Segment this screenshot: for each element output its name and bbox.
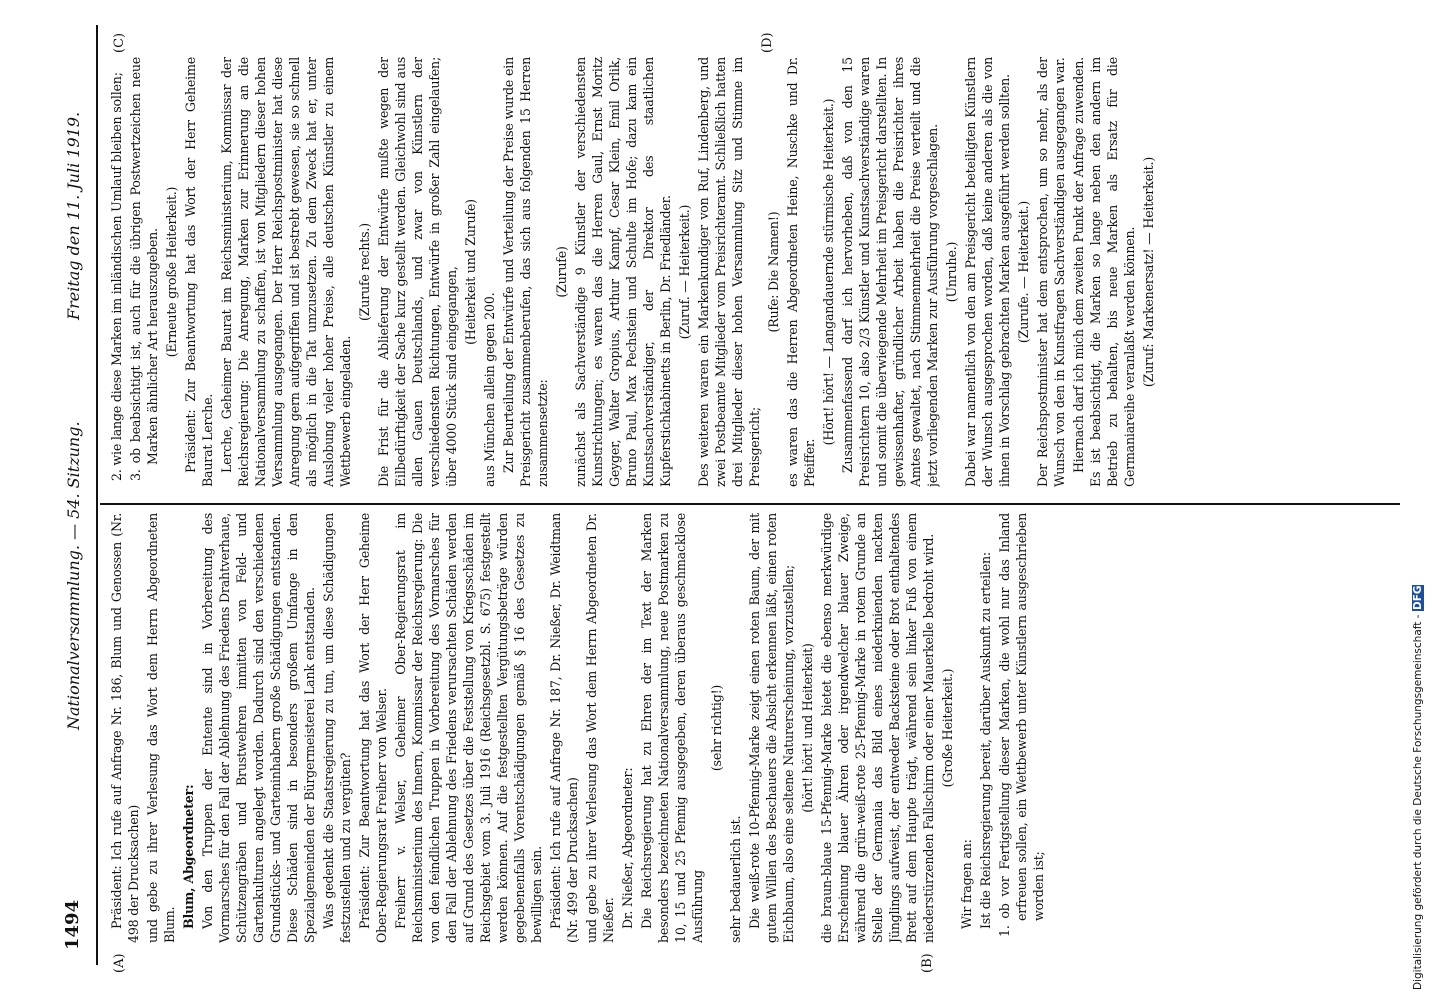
paragraph: Hiernach darf ich mich dem zweiten Punkt der Anfrage zuwenden. Es ist beabsichtigt, die Marken so lange neben den andern im Betrieb zu behalten, bis neue Marken als Ersatz für die Germaniareihe veranlaßt werden können. (1071, 57, 1137, 487)
paragraph: Ist die Reichsregierung bereit, darüber Auskunft zu erteilen: (978, 552, 993, 929)
margin-label-a: (A) (112, 953, 127, 973)
running-title: Nationalversammlung. — 54. Sitzung. (64, 421, 83, 730)
left-column (108, 513, 1398, 943)
paragraph: Präsident: Zur Beantwortung hat das Wort der Herr Geheime Baurat Lerche. (183, 57, 215, 487)
margin-label-d: (D) (760, 32, 775, 53)
paragraph: sehr bedauerlich ist. (728, 815, 743, 943)
paragraph: Zur Beurteilung der Entwürfe und Verteilung der Preise wurde ein Preisgericht zusammenberufen, das sich aus folgenden 15 Herren zusammensetzte: (501, 57, 550, 487)
interjection: (Zuruf. — Heiterkeit.) (677, 204, 692, 340)
interjection: (sehr richtig!) (709, 684, 724, 772)
interjection: (Zurufe) (554, 246, 569, 298)
paragraph: Der Reichspostminister hat dem entsprochen, um so mehr, als der Wunsch von den in Kunstfragen Sachverständigen ausgegangen war. (1035, 57, 1067, 487)
paragraph: Dabei war namentlich von den am Preisgericht beteiligten Künstlern der Wunsch ausgesprochen worden, daß keine anderen als die von ihnen in Vorschlag gebrachten Marken ausgeführt werden sollten. (963, 57, 1012, 487)
right-column (108, 57, 1398, 487)
paragraph: aus München allein gegen 200. (482, 292, 497, 487)
paragraph: Präsident: Ich rufe auf Anfrage Nr. 187, Dr. Nießer, Dr. Weidtman (Nr. 499 der Drucksachen) (548, 513, 580, 943)
paragraph: und gebe zu ihrer Verlesung das Wort dem Herrn Abgeordneten Dr. Nießer. (584, 513, 616, 943)
interjection: (Erneute große Heiterkeit.) (164, 186, 179, 358)
digitization-text: Digitalisierung gefördert durch die Deutsche Forschungsgemeinschaft - (1412, 611, 1424, 990)
list-item: 1. ob vor Fertigstellung dieser Marken, die wohl nur das Inland erfreuen sollen, ein Wettbewerb unter Künstlern ausgeschrieben worden ist; (997, 513, 1046, 937)
paragraph: Was gedenkt die Staatsregierung zu tun, um diese Schädigungen festzustellen und zu vergüten? (321, 513, 353, 943)
margin-label-c: (C) (112, 32, 127, 53)
paragraph: Präsident: Ich rufe auf Anfrage Nr. 186, Blum und Genossen (Nr. 498 der Drucksachen) (109, 513, 141, 943)
interjection: (Rufe: Die Namen!) (766, 211, 781, 333)
digitization-notice (1412, 10, 1428, 990)
session-date: Freitag den 11. Juli 1919. (64, 111, 83, 320)
interjection: (Hört! hört! — Langandauernde stürmische Heiterkeit.) (821, 98, 836, 446)
paragraph: Präsident: Zur Beantwortung hat das Wort der Herr Geheime Ober-Regierungsrat Freiherr von Welser. (357, 513, 389, 943)
margin-label-b: (B) (920, 953, 935, 973)
interjection: (Zurufe rechts.) (357, 223, 372, 321)
dfg-logo: DFG (1412, 585, 1424, 611)
header-rule (96, 25, 98, 965)
speaker-line: Dr. Nießer, Abgeordneter: (620, 767, 635, 929)
page-number: 1494 (62, 899, 83, 950)
list-item: 2. wie lange diese Marken im inländischen Umlauf bleiben sollen; (109, 72, 124, 481)
interjection: (hört! hört! und Heiterkeit) (800, 643, 815, 813)
interjection: (Zurufe. — Heiterkeit.) (1016, 200, 1031, 344)
paragraph: und gebe zu ihrer Verlesung das Wort dem Herrn Abgeordneten Blum. (145, 513, 177, 943)
paragraph: Zusammenfassend darf ich hervorheben, daß von den 15 Preisrichtern 10, also 2/3 Künstler und Kunstsachverständige waren und somit die überwiegende Mehrheit im Preisgericht darstellten. In gewissenhafter, gründlicher Arbeit haben die Preisrichter ihres Amtes gewaltet, nach Stimmenmehrheit die Preise verteilt und die jetzt vorliegenden Marken zur Ausführung vorgeschlagen. (840, 57, 940, 487)
paragraph: Die Frist für die Ablieferung der Entwürfe mußte wegen der Eilbedürftigkeit der Sache kurz gestellt werden. Gleichwohl sind aus allen Gauen Deutschlands, und zwar von Künstlern der verschiedensten Richtungen, Entwürfe in großer Zahl eingelaufen; über 4000 Stück sind eingegangen, (376, 57, 459, 487)
paragraph: Von den Truppen der Entente sind in Vorbereitung des Vormarsches für den Fall der Ablehnung des Friedens Drahtverhaue, Schützengräben und Brustwehren inmitten von Feld- und Gartenkulturen angelegt worden. Dadurch sind den verschiedenen Grundstücks- und Garteninhabern große Schädigungen entstanden. Diese Schäden sind in besonders großem Umfange in den Spezialgemeinden der Bürgermeisterei Lank entstanden. (200, 513, 317, 943)
interjection: (Große Heiterkeit.) (940, 668, 955, 788)
list-item: 3. ob beabsichtigt ist, auch für die übrigen Postwertzeichen neue Marken ähnlicher Art herauszugeben. (128, 57, 160, 481)
paragraph: Lerche, Geheimer Baurat im Reichsministerium, Kommissar der Reichsregierung: Die Anregung, Marken zur Erinnerung an die Nationalversammlung zu schaffen, ist von Mitgliedern dieser hohen Versammlung ausgegangen. Der Herr Reichspostminister hat diese Anregung gern aufgegriffen und ist bestrebt gewesen, sie so schnell als möglich in die Tat umzusetzen. Zu dem Zweck hat er, unter Auslobung vieler hoher Preise, alle deutschen Künstler zu einem Wettbewerb eingeladen. (219, 57, 353, 487)
paragraph: Die Reichsregierung hat zu Ehren der im Text der Marken besonders bezeichneten Nationalversammlung, neue Postmarken zu 10, 15 und 25 Pfennig ausgegeben, deren überaus geschmacklose Ausführung (639, 513, 705, 943)
paragraph: zunächst als Sachverständige 9 Künstler der verschiedensten Kunstrichtungen; es waren das die Herren Gaul, Ernst Moritz Geyger, Walter Gropius, Arthur Kampf, Cesar Klein, Emil Orlik, Bruno Paul, Max Pechstein und Schulte im Hofe; dazu kam ein Kunstsachverständiger, der Direktor des staatlichen Kupferstichkabinetts in Berlin, Dr. Friedländer. (573, 57, 673, 487)
paragraph: Die weiß-rote 10-Pfennig-Marke zeigt einen roten Baum, der mit gutem Willen des Beschauers die Absicht erkennen läßt, einen roten Eichbaum, also eine seltene Naturerscheinung, vorzustellen; (747, 513, 796, 943)
speaker-line: Blum, Abgeordneter: (181, 784, 196, 929)
paragraph: Wir fragen an: (959, 839, 974, 929)
paragraph: Des weiteren waren ein Markenkundiger von Ruf, Lindenberg, und zwei Postbeamte Mitglieder vom Preisrichteramt. Schließlich hatten drei Mitglieder dieser hohen Versammlung Sitz und Stimme im Preisgericht; (696, 57, 762, 487)
paragraph: die braun-blaue 15-Pfennig-Marke bietet die ebenso merkwürdige Erscheinung blauer Ähren oder irgendwelcher blauer Zweige, während die grün-weiß-rote 25-Pfennig-Marke in rotem Grunde an Stelle der Germania das Bild eines niederknienden nackten Jünglings aufweist, der entweder Backsteine oder Brot enthaltendes Brett auf dem Haupte trägt, während sein linker Fuß von einem niederstürzenden Fallschirm oder einer Mauerkelle bedroht wird. (819, 513, 936, 943)
rotated-page (60, 25, 1405, 973)
page-header (60, 25, 100, 950)
paragraph: Freiherr v. Welser, Geheimer Ober-Regierungsrat im Reichsministerium des Innern, Kommissar der Reichsregierung: Die von den feindlichen Truppen in Vorbereitung des Vormarsches für den Fall der Ablehnung des Friedens verursachten Schäden werden auf Grund des Gesetzes über die Feststellung von Kriegsschäden im Reichsgebiet vom 3. Juli 1916 (Reichsgesetzbl. S. 675) festgestellt werden können. Auf die festgestellten Vergütungsbeträge würden gegebenenfalls Vorentschädigungen gemäß § 16 des Gesetzes zu bewilligen sein. (393, 513, 544, 943)
interjection: (Zuruf: Markenersatz! — Heiterkeit.) (1141, 156, 1156, 388)
column-divider (100, 503, 1400, 505)
interjection: (Heiterkeit und Zurufe) (463, 199, 478, 345)
paragraph: es waren das die Herren Abgeordneten Heine, Nuschke und Dr. Pfeiffer. (785, 57, 817, 487)
interjection: (Unruhe.) (944, 241, 959, 303)
